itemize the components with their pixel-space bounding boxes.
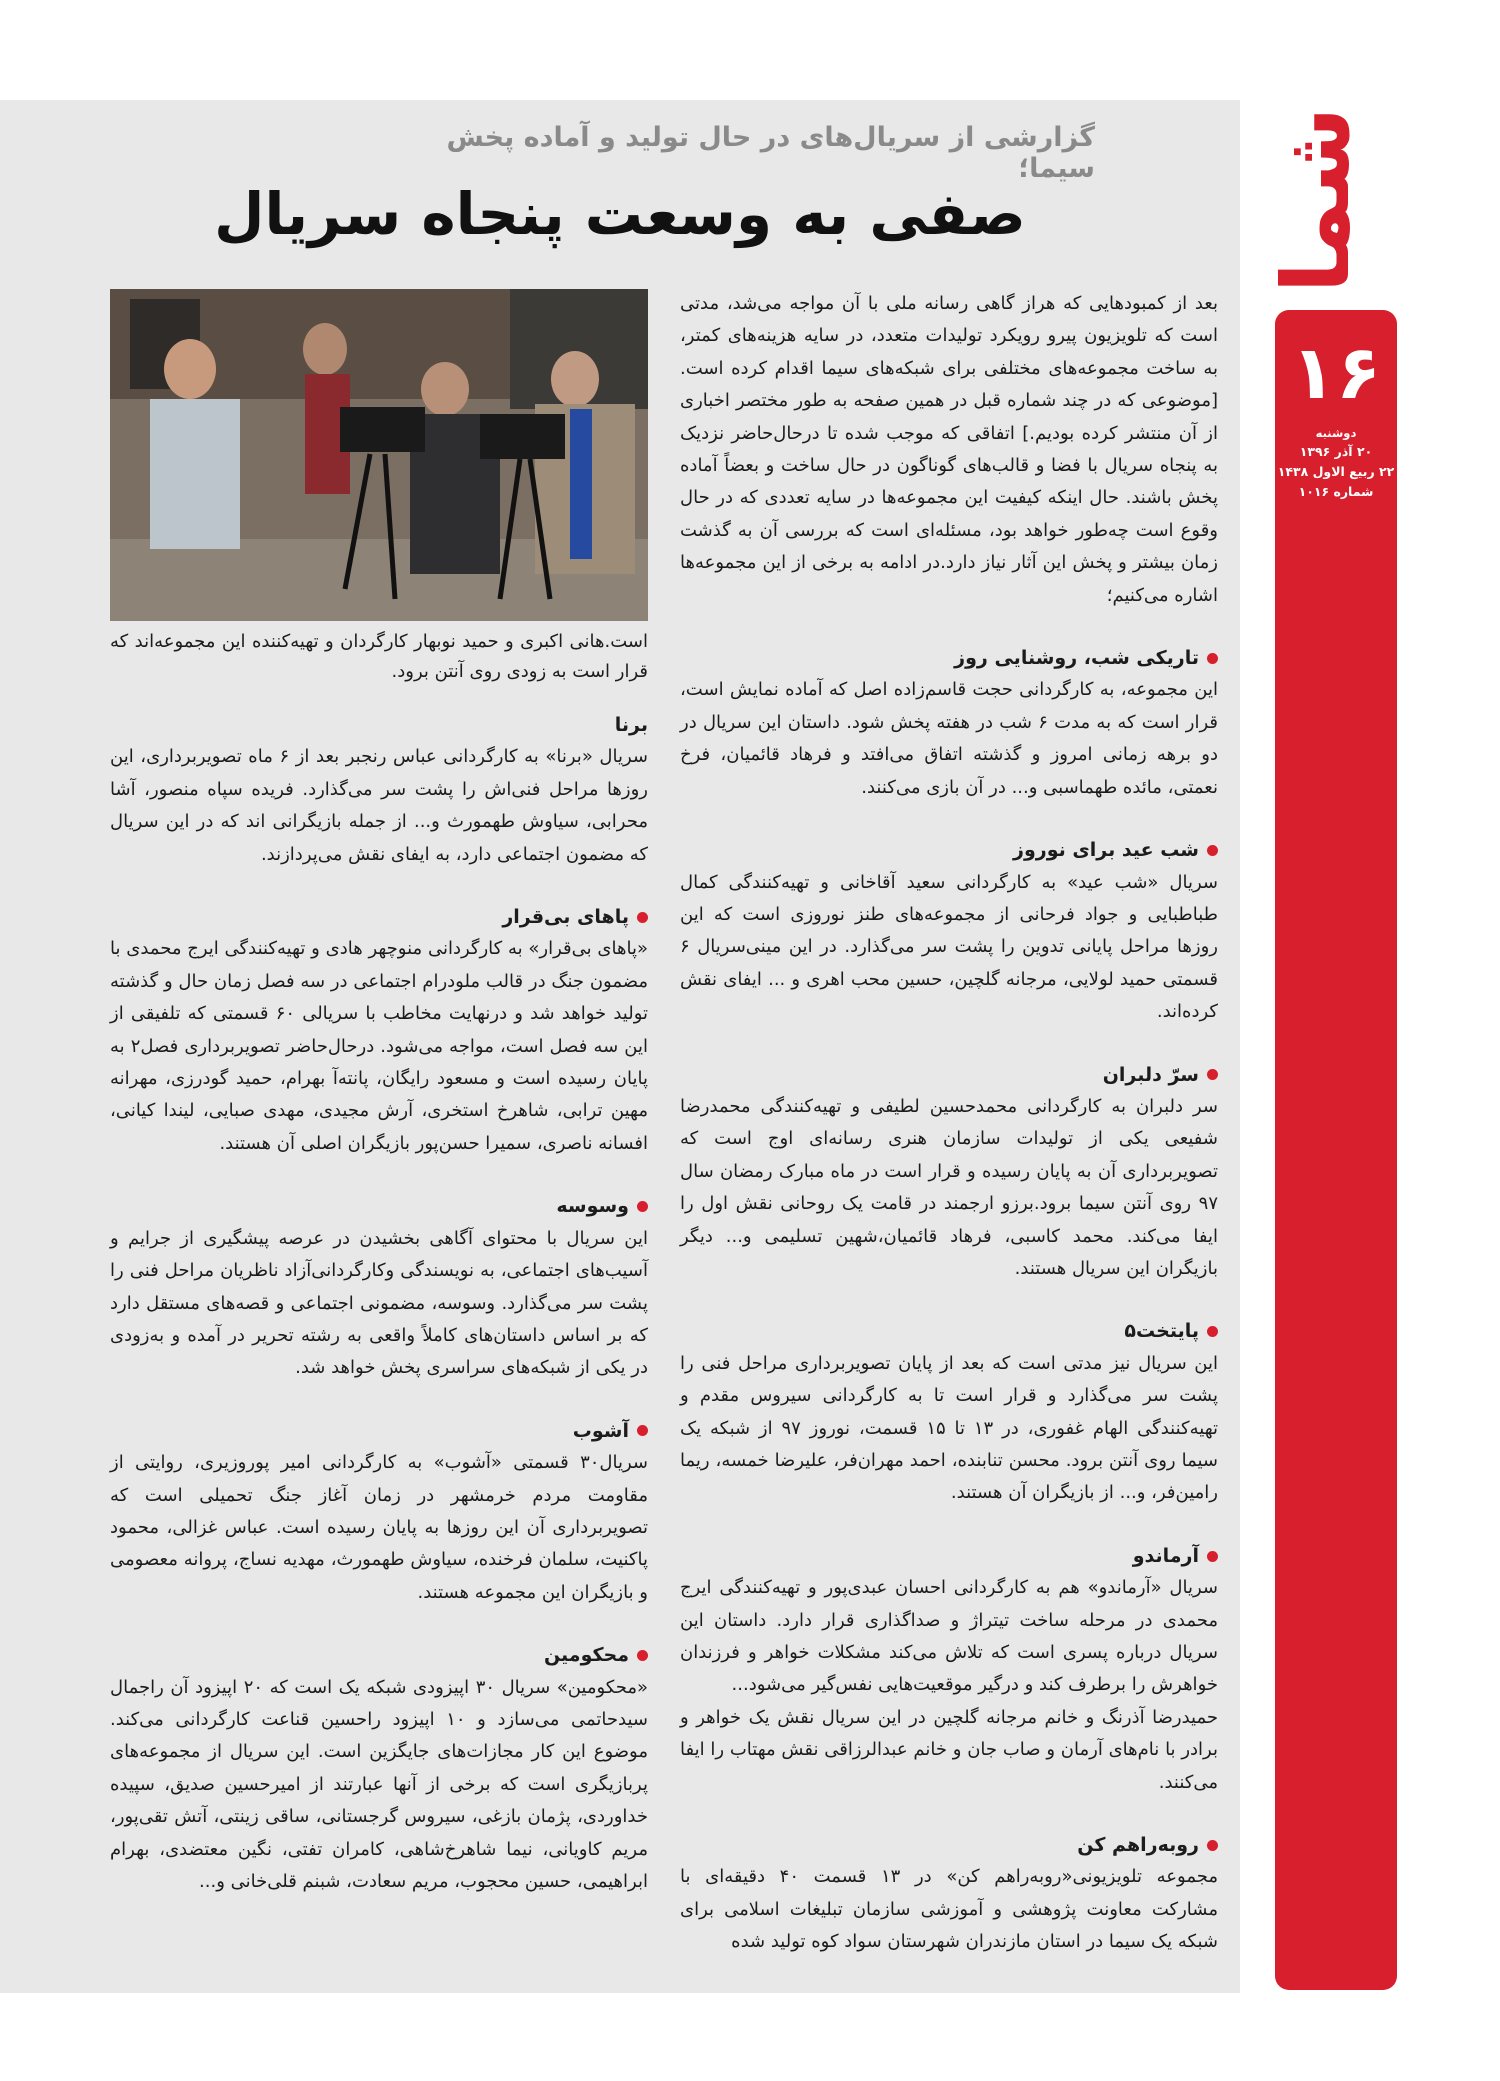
section-title [110,1190,648,1222]
section-paragraph: حمیدرضا آذرنگ و خانم مرجانه گلچین در این سریال نقش یک خواهر و برادر با نام‌های آرمان و صاب جان و خانم عبدالرزاقی نقش مهتاب را ایفا می‌کنند. [680,1706,1218,1793]
section-title [680,1829,1218,1861]
article-section [680,1829,1218,1959]
article-column-left [110,709,648,1898]
section-title-text: برنا [614,714,648,736]
article-section [110,1190,648,1384]
section-bullet-icon [1207,1840,1218,1851]
section-title-text: شب عید برای نوروز [1013,839,1199,862]
issue-date-lunar: ۲۲ ربیع الاول ۱۴۳۸ [1277,464,1395,480]
article-section [680,642,1218,804]
section-title-text: وسوسه [556,1195,629,1218]
section-bullet-icon [637,1425,648,1436]
article-section [110,901,648,1160]
section-bullet-icon [637,1201,648,1212]
section-title [680,834,1218,866]
section-bullet-icon [637,1650,648,1661]
section-title [110,1415,648,1447]
section-bullet-icon [1207,653,1218,664]
article-photo [110,289,648,621]
article-section [680,1315,1218,1509]
section-bullet-icon [1207,1069,1218,1080]
section-paragraph: مجموعه تلویزیونی«روبه‌راهم کن» در ۱۳ قسمت ۴۰ دقیقه‌ای با مشارکت معاونت پژوهشی و آموزشی سازمان تبلیغات اسلامی برای شبکه یک سیما در استان مازندران شهرستان سواد کوه تولید شده [680,1866,1218,1953]
page-number: ۱۶ [1290,330,1382,416]
section-title-text: محکومین [543,1644,629,1667]
section-bullet-icon [637,912,648,923]
section-paragraph: این سریال نیز مدتی است که بعد از پایان تصویربرداری مراحل فنی را پشت سر می‌گذارد و قرار است تا به کارگردانی سیروس مقدم و تهیه‌کنندگی الهام غفوری، در ۱۳ تا ۱۵ قسمت، نوروز ۹۷ از شبکه یک سیما روی آنتن برود. محسن تنابنده، احمد مهران‌فر، علیرضا خمسه، ریما رامین‌فر، و... از بازیگران آن هستند. [680,1352,1218,1504]
issue-number: شماره ۱۰۱۶ [1298,484,1374,500]
section-paragraph: این مجموعه، به کارگردانی حجت قاسم‌زاده اصل که آماده نمایش است، قرار است که به مدت ۶ شب در هفته پخش شود. داستان این سریال در دو برهه زمانی امروز و گذشته اتفاق می‌افتد و فرهاد قائمیان، فرخ نعمتی، مائده طهماسبی و... در آن بازی می‌کنند. [680,679,1219,798]
article-section [110,1639,648,1898]
section-title [110,901,648,933]
section-paragraph: سریال «برنا» به کارگردانی عباس رنجبر بعد از ۶ ماه تصویربرداری، این روزها مراحل فنی‌اش را پشت سر می‌گذارد. فریده سپاه منصور، آشا محرابی، سیاوش طهمورث و... از جمله بازیگرانی اند که در این سریال که مضمون اجتماعی دارد، به ایفای نقش می‌پردازند. [110,746,649,865]
section-title-text: تاریکی شب، روشنایی روز [954,647,1199,670]
article-section [110,1415,648,1609]
section-title-text: سرّ دلبران [1102,1063,1199,1086]
section-paragraph: «پاهای بی‌قرار» به کارگردانی منوچهر هادی و تهیه‌کنندگی ایرج محمدی با مضمون جنگ در قالب ملودرام اجتماعی در سه فصل زمان حال و گذشته تولید خواهد شد و درنهایت مخاطب با سریالی ۶۰ قسمتی که تلفیقی از این سه فصل است، مواجه می‌شود. درحال‌حاضر تصویربرداری فصل۲ به پایان رسیده است و مسعود رایگان، پانته‌آ بهرام، حمید گودرزی، مهرانه مهین ترابی، شاهرخ استخری، آرش مجیدی، مهدی صبایی، لیندا کیانی، افسانه ناصری، سمیرا حسن‌پور بازیگران اصلی آن هستند. [110,938,648,1154]
section-paragraph: این سریال با محتوای آگاهی بخشیدن در عرصه پیشگیری از جرایم و آسیب‌های اجتماعی، به نویسندگی وکارگردانی‌آزاد ناظریان مراحل فنی را پشت سر می‌گذارد. وسوسه، مضمونی اجتماعی و قصه‌های مستقل دارد که بر اساس داستان‌های کاملاً واقعی به رشته تحریر در آمده و به‌زودی در یکی از شبکه‌های سراسری پخش خواهد شد. [110,1227,648,1379]
article-intro: بعد از کمبودهایی که هراز گاهی رسانه ملی با آن مواجه می‌شد، مدتی است که تلویزیون پیرو رویکرد تولیدات متعدد، در سایه هزینه‌های کمتر، به ساخت مجموعه‌های مختلفی برای شبکه‌های سیما اقدام کرده است. [موضوعی که در چند شماره قبل در همین صفحه به طور مختصر اخباری از آن منتشر کرده بودیم.] اتفاقی که موجب شده تا درحال‌حاضر نزدیک به پنجاه سریال با فضا و قالب‌های گوناگون در حال ساخت و بعضاً آماده پخش باشند. حال اینکه کیفیت این مجموعه‌ها در سایه تعددی که در حال وقوع است چه‌طور خواهد بود، مسئله‌ای است که بررسی آن به گذشت زمان بیشتر و پخش این آثار نیاز دارد.در ادامه به برخی از این مجموعه‌ها اشاره می‌کنیم؛ [680,293,1218,606]
section-title-text: آشوب [572,1419,629,1442]
section-title [680,1315,1218,1347]
section-bullet-icon [1207,845,1218,856]
page-sidebar [1275,310,1397,1990]
section-title-text: آرماندو [1132,1544,1199,1567]
section-title [110,1639,648,1671]
section-title-text: پایتخت۵ [1124,1320,1199,1343]
publication-logo [1263,95,1408,305]
article-section [680,1540,1218,1799]
section-title [680,642,1218,674]
section-paragraph: سریال۳۰ قسمتی «آشوب» به کارگردانی امیر پوروزیری، روایتی از مقاومت مردم خرمشهر در زمان آغاز جنگ تحمیلی است که تصویربرداری آن این روزها به پایان رسیده است. عباس غزالی، محمود پاکنیت، سلمان فرخنده، سیاوش طهمورث، مهدیه نساج، پروانه معصومی و بازیگران این مجموعه هستند. [110,1452,648,1603]
article-section [680,834,1218,1028]
issue-day: دوشنبه [1315,426,1357,440]
section-paragraph: سریال «آرماندو» هم به کارگردانی احسان عبدی‌پور و تهیه‌کنندگی ایرج محمدی در مرحله ساخت تیتراژ و صداگذاری قرار دارد. داستان این سریال درباره پسری است که تلاش می‌کند مشکلات خواهر و فرزندان خواهرش را برطرف کند و درگیر موقعیت‌هایی نفس‌گیر می‌شود... [680,1577,1218,1696]
article-headline: صفی به وسعت پنجاه سریال [214,180,1026,248]
article-section [680,1059,1218,1286]
logo-text: شما [1263,106,1370,294]
section-title [110,709,648,741]
article-section [110,709,648,871]
section-title-text: پاهای بی‌قرار [502,906,629,929]
section-paragraph: «محکومین» سریال ۳۰ اپیزودی شبکه یک است که ۲۰ اپیزود آن راجمال سیدحاتمی می‌سازد و ۱۰ اپیزود راحسین قناعت کارگردانی می‌کند. موضوع این کار مجازات‌های جایگزین است. این سریال از مجموعه‌های پربازیگری است که برخی از آنها عبارتند از امیرحسین صدیق، سپیده خداوردی، پژمان بازغی، سیروس گرجستانی، ساقی زینتی، آتش تقی‌پور، مریم کاویانی، نیما شاهرخ‌شاهی، کامران تفتی، نگین معتضدی، بهرام ابراهیمی، حسین محجوب، مریم سعادت، شبنم قلی‌خانی و... [110,1676,648,1892]
section-title [680,1540,1218,1572]
section-title [680,1059,1218,1091]
section-bullet-icon [1207,1326,1218,1337]
photo-caption: است.هانی اکبری و حمید نوبهار کارگردان و تهیه‌کننده این مجموعه‌اند که قرار است به زودی روی آنتن برود. [110,631,648,682]
film-crew-photo [110,289,648,621]
section-bullet-icon [1207,1551,1218,1562]
section-paragraph: سر دلبران به کارگردانی محمدحسین لطیفی و تهیه‌کنندگی محمدرضا شفیعی یکی از تولیدات سازمان هنری رسانه‌ای اوج است که تصویربرداری آن به پایان رسیده و قرار است در ماه مبارک رمضان سال ۹۷ روی آنتن سیما برود.برزو ارجمند در قامت یک روحانی نقش اول را ایفا می‌کند. محمد کاسبی، فرهاد قائمیان،شهین تسلیمی و... دیگر بازیگران این سریال هستند. [680,1095,1218,1279]
section-paragraph: سریال «شب عید» به کارگردانی سعید آقاخانی و تهیه‌کنندگی کمال طباطبایی و جواد فرحانی از مجموعه‌های طنز نوروزی است که این روزها مراحل پایانی تدوین را پشت سر می‌گذارد. در این مینی‌سریال ۶ قسمتی حمید لولایی، مرجانه گلچین، حسین محب اهری و ... ایفای نقش کرده‌اند. [680,871,1218,1023]
section-title-text: روبه‌راهم کن [1077,1834,1199,1857]
article-kicker: گزارشی از سریال‌های در حال تولید و آماده پخش سیما؛ [446,122,1095,184]
article-column-right [680,288,1218,1959]
issue-date-solar: ۲۰ آذر ۱۳۹۶ [1299,444,1373,460]
